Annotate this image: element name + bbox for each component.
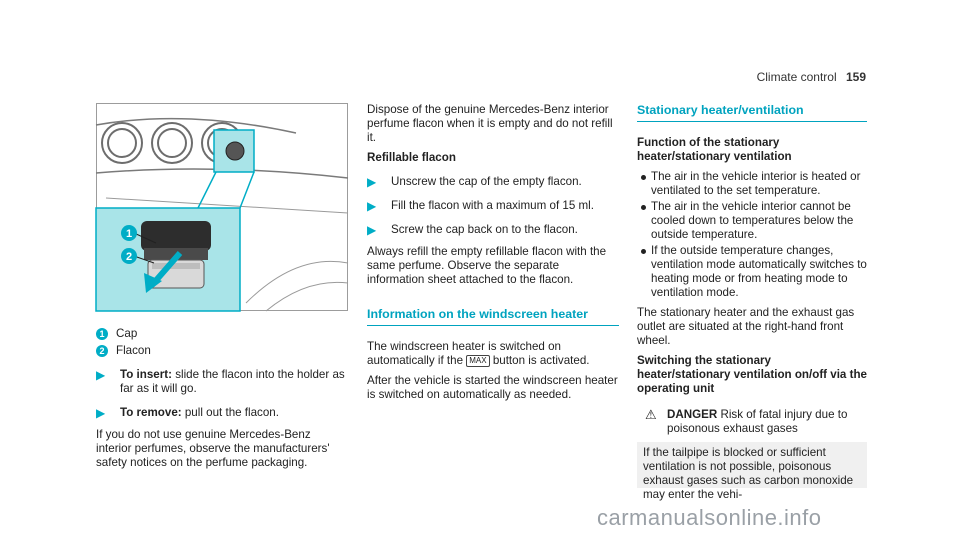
danger-title: Risk of fatal injury due to poisonous exhaust gases xyxy=(667,408,848,435)
windscreen-paragraph xyxy=(367,340,619,368)
instruction-step xyxy=(367,199,619,213)
column-1 xyxy=(96,327,346,476)
step-arrow-icon: ▶ xyxy=(367,175,377,189)
location-paragraph: The stationary heater and the exhaust gas outlet are situated at the right-hand front wheel. xyxy=(637,306,855,347)
step-arrow-icon: ▶ xyxy=(96,406,106,420)
legend-number: 1 xyxy=(96,328,108,340)
function-bullet-list xyxy=(637,170,867,300)
site-watermark: carmanualsonline.info xyxy=(597,505,822,530)
instruction-step xyxy=(367,175,619,189)
callout-2-text: 2 xyxy=(125,251,133,263)
legend-label: Flacon xyxy=(116,344,151,357)
list-item: The air in the vehicle interior cannot be cooled down to temperatures below the outside temperature. xyxy=(637,200,867,242)
illustration-svg xyxy=(96,103,348,311)
section-name: Climate control xyxy=(756,70,837,84)
step-text: pull out the flacon. xyxy=(181,406,279,419)
text-span: The windscreen heater is switched on automatically if the xyxy=(367,340,561,367)
column-2 xyxy=(367,103,619,408)
step-text: Fill the flacon with a maximum of 15 ml. xyxy=(391,199,594,212)
refillable-flacon-heading: Refillable flacon xyxy=(367,151,456,164)
danger-label: DANGER xyxy=(667,408,718,421)
column-3 xyxy=(637,103,867,501)
danger-body: If the tailpipe is blocked or sufficient ventilation is not possible, poisonous exhaust gases such as carbon monoxide may enter the vehi- xyxy=(637,442,867,488)
max-defrost-icon: MAX xyxy=(466,355,489,367)
legend-number: 2 xyxy=(96,345,108,357)
instruction-step xyxy=(367,223,619,237)
list-item: If the outside temperature changes, ventilation mode automatically switches to heating mode or from heating mode to ventilation mode. xyxy=(637,244,867,300)
list-item: The air in the vehicle interior is heated or ventilated to the set temperature. xyxy=(637,170,867,198)
step-arrow-icon: ▶ xyxy=(96,368,106,382)
instruction-step xyxy=(96,406,346,420)
perfume-safety-paragraph: If you do not use genuine Mercedes-Benz interior perfumes, observe the manufacturers' safety notices on the perfume packaging. xyxy=(96,428,330,469)
danger-header xyxy=(637,408,867,436)
callout-1-text: 1 xyxy=(125,228,133,240)
function-heading: Function of the stationary heater/stationary ventilation xyxy=(637,136,792,163)
perfume-flacon-illustration xyxy=(96,103,348,311)
refill-paragraph: Always refill the empty refillable flacon with the same perfume. Observe the separate information sheet attached to the flacon. xyxy=(367,245,607,286)
step-lead: To insert: xyxy=(120,368,172,381)
step-text: Unscrew the cap of the empty flacon. xyxy=(391,175,582,188)
dispose-paragraph: Dispose of the genuine Mercedes-Benz interior perfume flacon when it is empty and do not refill it. xyxy=(367,103,613,144)
page-header xyxy=(757,70,866,84)
danger-notice xyxy=(637,407,867,501)
instruction-step xyxy=(96,368,346,396)
step-lead: To remove: xyxy=(120,406,182,419)
step-text: slide the flacon into the holder as far as it will go. xyxy=(120,368,345,395)
legend-label: Cap xyxy=(116,327,138,340)
step-text: Screw the cap back on to the flacon. xyxy=(391,223,578,236)
stationary-heater-heading: Stationary heater/ventilation xyxy=(637,103,867,122)
step-arrow-icon: ▶ xyxy=(367,199,377,213)
warning-triangle-icon: ⚠ xyxy=(645,407,657,422)
text-span: button is activated. xyxy=(489,354,590,367)
switching-heading: Switching the stationary heater/stationary ventilation on/off via the operating unit xyxy=(637,354,867,395)
windscreen-heater-heading: Information on the windscreen heater xyxy=(367,307,619,326)
step-arrow-icon: ▶ xyxy=(367,223,377,237)
after-start-paragraph: After the vehicle is started the windscreen heater is switched on automatically as needed. xyxy=(367,374,618,401)
page-number: 159 xyxy=(845,70,866,84)
legend-item xyxy=(96,327,346,341)
legend-item xyxy=(96,344,346,358)
